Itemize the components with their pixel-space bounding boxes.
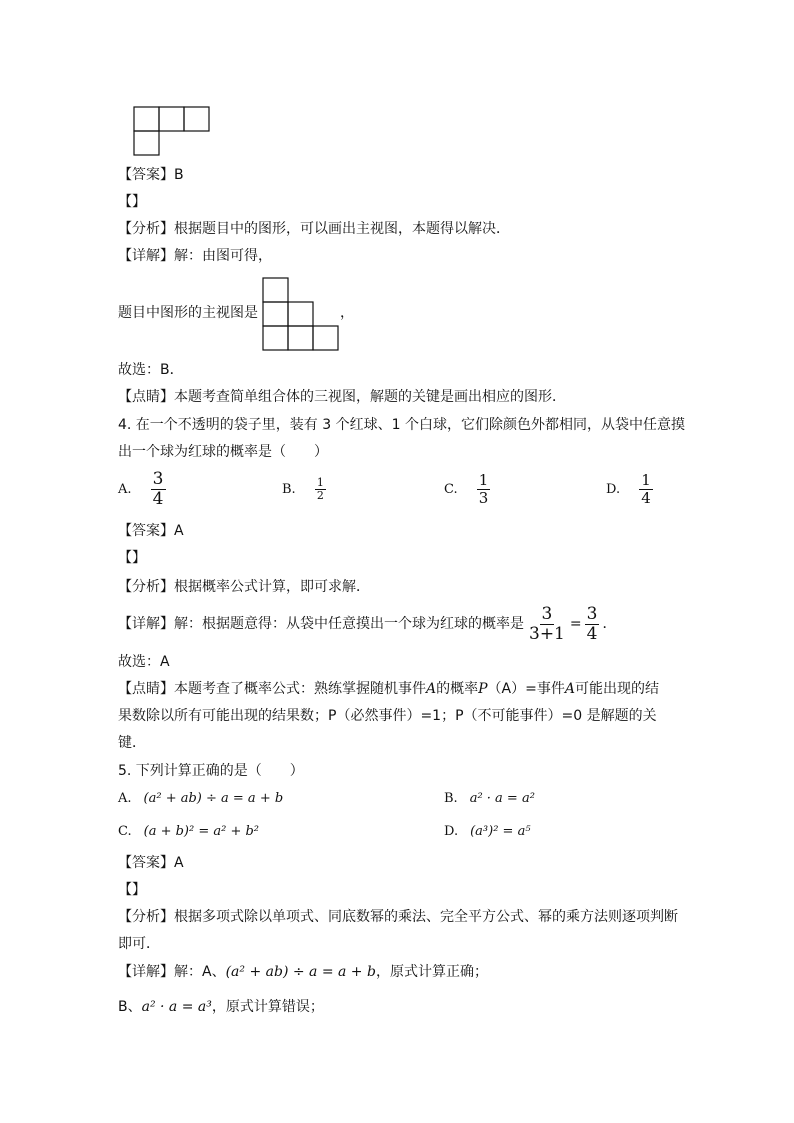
q5-option-b	[444, 791, 535, 806]
numerator: 1	[641, 471, 651, 489]
q5-detail-a	[118, 962, 488, 982]
math-expr: (a² + ab) ÷ a = a + b	[225, 964, 376, 980]
option-label: C.	[444, 481, 458, 497]
text: 【点睛】本题考查了概率公式：熟练掌握随机事件	[118, 681, 426, 697]
option-label: A.	[118, 791, 132, 806]
text: B、	[118, 999, 142, 1015]
q5-bracket: 【】	[118, 882, 146, 898]
option-label: D.	[444, 824, 459, 839]
numerator: 3	[541, 604, 553, 624]
q4-option-c	[444, 472, 493, 506]
q3-comment: 【点睛】本题考查简单组合体的三视图，解题的关键是画出相应的图形．	[118, 389, 566, 405]
option-expr: (a³)² = a⁵	[470, 824, 531, 839]
denominator: 4	[586, 623, 598, 644]
detail-text: 【详解】解：根据题意得：从袋中任意摸出一个球为红球的概率是	[118, 616, 524, 633]
denominator: 3	[478, 488, 489, 507]
text: ，原式计算错误；	[211, 999, 324, 1015]
q5-option-c	[118, 824, 259, 839]
fraction	[639, 472, 653, 506]
math-expr: a² · a = a³	[141, 999, 212, 1015]
denominator: 2	[316, 489, 324, 503]
q4-answer: 【答案】A	[118, 523, 184, 539]
text: （A）=事件	[487, 681, 565, 697]
q4-detail	[118, 605, 616, 643]
q3-front-view-text: 题目中图形的主视图是	[118, 305, 258, 321]
q4-option-b	[282, 477, 329, 502]
q4-comment-line2: 果数除以所有可能出现的结果数；P（必然事件）=1；P（不可能事件）=0 是解题的关	[118, 708, 657, 724]
denominator: 4	[152, 488, 164, 509]
q3-answer: 【答案】B	[118, 167, 184, 183]
q4-option-d	[606, 472, 656, 506]
q5-detail-b	[118, 997, 324, 1017]
q5-option-d	[444, 824, 531, 839]
q3-choice: 故选：B．	[118, 362, 184, 378]
option-expr: (a² + ab) ÷ a = a + b	[143, 791, 284, 806]
equals-sign: =	[569, 616, 582, 633]
numerator: 3	[152, 469, 164, 489]
option-label: A.	[118, 481, 132, 497]
solid-top-view-figure	[133, 106, 213, 158]
q3-comma: ，	[340, 305, 354, 321]
q4-comment-line3: 键．	[118, 735, 146, 751]
numerator: 1	[478, 471, 489, 489]
fraction	[527, 605, 567, 643]
q4-stem-line2: 出一个球为红球的概率是（ ）	[118, 444, 328, 460]
text: 【详解】解：A、	[118, 964, 226, 980]
fraction	[315, 477, 326, 502]
option-expr: a² · a = a²	[469, 791, 535, 806]
q5-option-a	[118, 791, 283, 806]
q4-choice: 故选：A	[118, 654, 170, 670]
math-var: P	[478, 681, 488, 697]
q5-analysis-line1: 【分析】根据多项式除以单项式、同底数幂的乘法、完全平方公式、幂的乘方法则逐项判断	[118, 909, 678, 925]
period: ．	[602, 616, 617, 633]
q4-stem-line1: 4. 在一个不透明的袋子里，装有 3 个红球、1 个白球，它们除颜色外都相同，从袋中任意摸	[118, 417, 685, 433]
option-label: B.	[282, 482, 296, 498]
q3-detail: 【详解】解：由图可得，	[118, 248, 272, 264]
math-var: A	[426, 681, 437, 697]
q3-bracket: 【】	[118, 194, 146, 210]
option-expr: (a + b)² = a² + b²	[143, 824, 260, 839]
text: 的概率	[436, 681, 479, 697]
option-label: C.	[118, 824, 132, 839]
q5-analysis-line2: 即可．	[118, 936, 160, 952]
math-var: A	[564, 681, 575, 697]
text: ，原式计算正确；	[375, 964, 488, 980]
denominator: 4	[641, 488, 651, 507]
text: 可能出现的结	[574, 681, 659, 697]
q4-comment-line1	[118, 679, 659, 699]
q4-bracket: 【】	[118, 550, 146, 566]
fraction	[151, 470, 166, 508]
fraction	[477, 472, 491, 506]
numerator: 3	[586, 604, 598, 624]
option-label: D.	[606, 481, 621, 497]
q4-analysis: 【分析】根据概率公式计算，即可求解．	[118, 579, 370, 595]
q5-answer: 【答案】A	[118, 855, 184, 871]
option-label: B.	[444, 791, 458, 806]
front-view-figure	[262, 277, 342, 353]
fraction	[585, 605, 600, 643]
denominator: 3+1	[529, 623, 565, 644]
q4-option-a	[118, 470, 169, 508]
q5-stem: 5. 下列计算正确的是（ ）	[118, 763, 304, 779]
q3-analysis: 【分析】根据题目中的图形，可以画出主视图，本题得以解决．	[118, 221, 510, 237]
numerator: 1	[316, 476, 324, 489]
